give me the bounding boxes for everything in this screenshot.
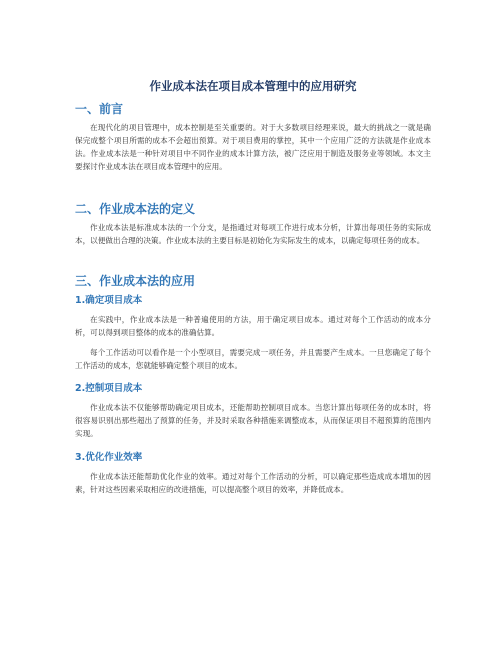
subsection-heading-control-cost: 2.控制项目成本 (75, 383, 143, 394)
section-heading-application: 三、作业成本法的应用 (75, 274, 196, 288)
paragraph-preface: 在现代化的项目管理中，成本控制是至关重要的。对于大多数项目经理来说，最大的挑战之一就是确保完成整个项目所需的成本不会超出预算。对于项目费用的掌控，其中一个应用广泛的方法就是作业成本法。作业成本法是一种针对项目中不同作业的成本计算方法，被广泛应用于制造及服务业等领域。本文主要探讨作业成本法在项目成本管理中的应用。 (75, 123, 431, 172)
paragraph-determine-cost-2: 每个工作活动可以看作是一个小型项目，需要完成一项任务，并且需要产生成本。一旦您确定了每个工作活动的成本，您就能够确定整个项目的成本。 (75, 348, 431, 371)
subsection-heading-determine-cost: 1.确定项目成本 (75, 295, 143, 306)
paragraph-optimize-efficiency: 作业成本法还能帮助优化作业的效率。通过对每个工作活动的分析，可以确定那些造成成本增加的因素，针对这些因素采取相应的改进措施，可以提高整个项目的效率，并降低成本。 (75, 472, 431, 495)
document-title: 作业成本法在项目成本管理中的应用研究 (149, 79, 357, 93)
paragraph-determine-cost-1: 在实践中，作业成本法是一种普遍使用的方法，用于确定项目成本。通过对每个工作活动的成本分析，可以得到项目整体的成本的准确估算。 (75, 315, 431, 338)
section-heading-preface: 一、前言 (75, 102, 124, 116)
paragraph-definition: 作业成本法是标准成本法的一个分支，是指通过对每项工作进行成本分析，计算出每项任务的实际成本，以便做出合理的决策。作业成本法的主要目标是初始化为实际发生的成本，以确定每项任务的成本。 (75, 223, 431, 246)
subsection-heading-optimize-efficiency: 3.优化作业效率 (75, 452, 143, 463)
paragraph-control-cost: 作业成本法不仅能够帮助确定项目成本，还能帮助控制项目成本。当您计算出每项任务的成本时，将很容易识别出那些超出了预算的任务，并及时采取各种措施来调整成本，从而保证项目不超预算的范围内实现。 (75, 403, 431, 439)
section-heading-definition: 二、作业成本法的定义 (75, 202, 196, 216)
